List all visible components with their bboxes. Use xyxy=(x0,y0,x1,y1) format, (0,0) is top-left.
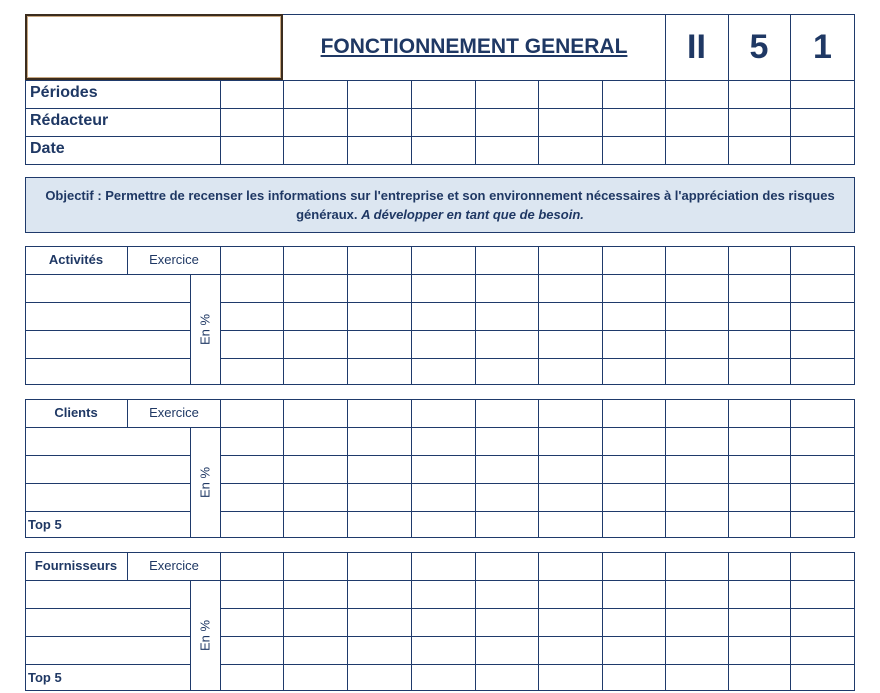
clients-title: Clients xyxy=(54,405,98,420)
suppliers-footer: Top 5 xyxy=(28,670,62,685)
activities-unit-label: En % xyxy=(197,313,213,346)
objective-box xyxy=(25,177,855,233)
date-label: Date xyxy=(30,140,65,157)
page-title: FONCTIONNEMENT GENERAL xyxy=(320,35,628,58)
activities-period-label: Exercice xyxy=(149,252,199,267)
selected-cell[interactable] xyxy=(25,14,283,80)
reference-section: II xyxy=(687,27,706,66)
objective-text: Objectif : Permettre de recenser les informations sur l'entreprise et son environnement nécessaires à l'appréciation des risques généraux. xyxy=(45,188,835,222)
suppliers-period-label: Exercice xyxy=(149,558,199,573)
clients-period-label: Exercice xyxy=(149,405,199,420)
suppliers-title: Fournisseurs xyxy=(34,558,118,573)
reference-chapter: 5 xyxy=(749,27,769,66)
clients-footer: Top 5 xyxy=(28,517,62,532)
author-label: Rédacteur xyxy=(30,112,109,129)
periods-label: Périodes xyxy=(30,84,98,101)
clients-unit-label: En % xyxy=(197,466,213,499)
reference-page: 1 xyxy=(813,27,832,66)
suppliers-unit-label: En % xyxy=(197,619,213,652)
activities-title: Activités xyxy=(48,252,104,267)
objective-emphasis: A développer en tant que de besoin. xyxy=(361,207,584,222)
